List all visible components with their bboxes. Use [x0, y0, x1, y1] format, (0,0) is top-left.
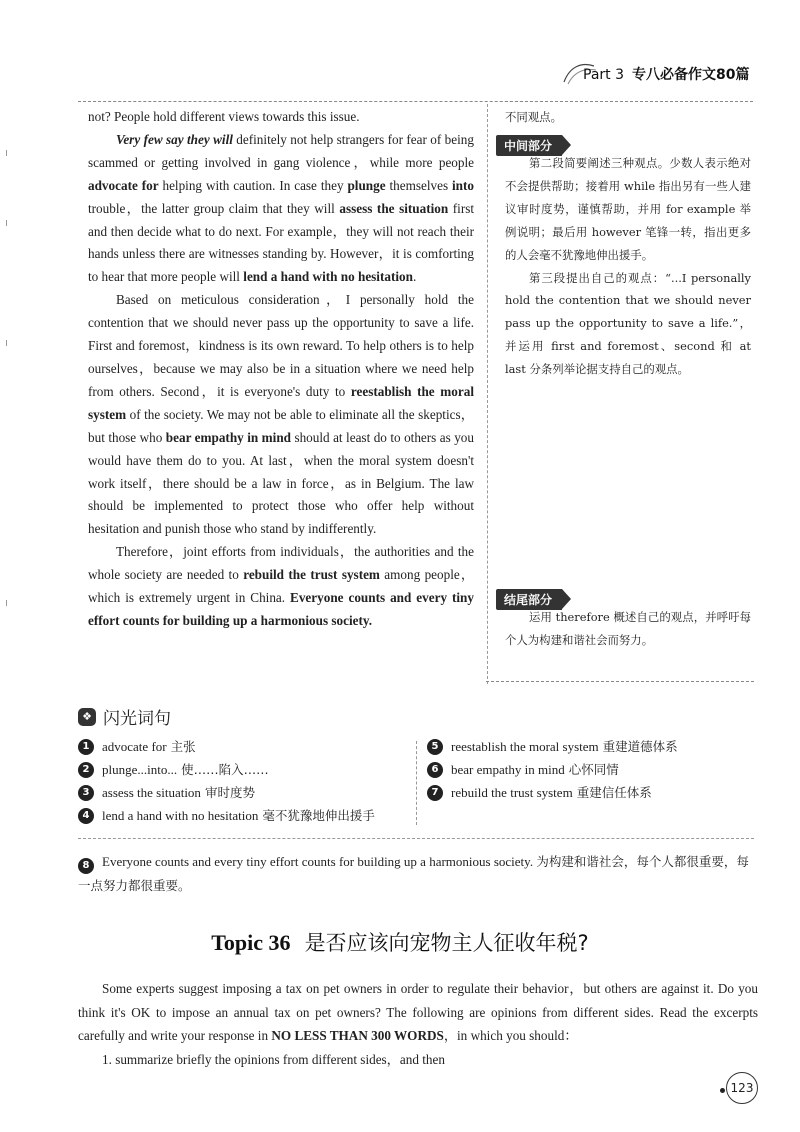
- phrase-zh: 使……陷入……: [181, 762, 269, 777]
- number-badge: 5: [427, 739, 443, 755]
- number-badge: 6: [427, 762, 443, 778]
- header-rule: [78, 101, 563, 102]
- note-middle-paragraph-2: 第三段提出自己的观点：“...I personally hold the contention that we should never pass up the opportunity to save a life.”，并运用 first and foremost、second 和 at last 分条列举论据支持自己的观点。: [505, 270, 751, 377]
- phrase-zh: 重建道德体系: [602, 739, 678, 754]
- phrase-item: [78, 804, 375, 827]
- running-header: [583, 64, 749, 84]
- phrase-list-left: [78, 735, 375, 827]
- highlight-phrase: rebuild the trust system: [243, 567, 380, 583]
- prompt-item-1: 1. summarize briefly the opinions from different sides，and then: [102, 1051, 445, 1067]
- essay-body: [88, 106, 474, 633]
- phrase-item: [427, 758, 678, 781]
- phrase-zh: 心怀同情: [568, 762, 619, 777]
- key-sentence-en: Everyone counts and every tiny effort counts for building up a harmonious society.: [102, 854, 534, 869]
- text-run: of the society. We may not be able to eliminate all the skeptics，but those who: [88, 406, 474, 445]
- phrase-item: [78, 781, 375, 804]
- text-run: .: [412, 269, 417, 285]
- phrase-en: bear empathy in mind: [451, 762, 565, 777]
- topic-title-zh: 是否应该向宠物主人征收年税?: [304, 931, 589, 955]
- prompt-intro-a: Some experts suggest imposing a tax on pet owners in order to regulate their behavior，but others are against it. Do you think it's OK to impose an annual tax on pet owners? The following are opinions from different sides. Read the excerpts carefully and write your response in: [78, 981, 758, 1043]
- note-top-text: 不同观点。: [505, 110, 562, 124]
- phrase-list-divider: [416, 741, 417, 825]
- phrase-item: [427, 735, 678, 758]
- phrase-zh: 主张: [170, 739, 196, 754]
- phrase-en: assess the situation: [102, 785, 201, 800]
- text-run: definitely not help strangers for fear of being scammed or getting involved in gang violence，while more people: [88, 131, 474, 170]
- number-badge: 2: [78, 762, 94, 778]
- phrase-en: rebuild the trust system: [451, 785, 573, 800]
- prompt-intro: [78, 977, 758, 1048]
- phrase-en: plunge...into...: [102, 762, 178, 777]
- margin-mark: [6, 150, 7, 156]
- phrase-en: reestablish the moral system: [451, 739, 599, 754]
- key-sentence-zh: 为构建和谐社会，每个人都很重要，每一点努力都很重要。: [78, 854, 749, 893]
- book-title: 专八必备作文80篇: [632, 67, 750, 83]
- text-run: first and then decide what to do next. For example，they will not reach their hands unless there are witnesses standing by. However，it is comforting to hear that more people will: [88, 200, 475, 285]
- highlight-phrase: lend a hand with no hesitation: [243, 269, 413, 285]
- text-run: helping with caution. In case they: [158, 177, 348, 193]
- text-run: Based on meticulous consideration，I personally hold the contention that we should never pass up the opportunity to save a life. First and foremost，kindness is its own reward. To help others is to help ourselves，because we may also be in a situation where we need help from others. Second，it is everyone's duty to: [88, 292, 474, 399]
- text-run: themselves: [385, 177, 452, 193]
- topic-prompt: [78, 977, 758, 1071]
- phrase-zh: 重建信任体系: [576, 785, 652, 800]
- phrase-list-right: [427, 735, 678, 804]
- topic-label: Topic 36: [211, 930, 291, 955]
- phrase-zh: 审时度势: [204, 785, 255, 800]
- page-number-dot: [720, 1088, 725, 1093]
- highlight-phrase: advocate for: [88, 177, 159, 193]
- number-badge: 4: [78, 808, 94, 824]
- note-middle-paragraph-1: 第二段简要阐述三种观点。少数人表示绝对不会提供帮助；接着用 while 指出另有一些人建议审时度势，谨慎帮助，并用 for example 举例说明；最后用 however 笔锋一转，指出更多的人会毫不犹豫地伸出援手。: [505, 156, 751, 262]
- note-end-paragraph: 运用 therefore 概述自己的观点，并呼吁每个人为构建和谐社会而努力。: [505, 610, 751, 647]
- margin-mark: [6, 220, 7, 226]
- phrase-zh: 毫不犹豫地伸出援手: [262, 808, 375, 823]
- middle-section-tag: 中间部分: [496, 135, 562, 156]
- number-badge: 3: [78, 785, 94, 801]
- phrase-en: lend a hand with no hesitation: [102, 808, 259, 823]
- phrase-item: [78, 758, 375, 781]
- number-badge: 8: [78, 858, 94, 874]
- text-run: among people，which is extremely urgent in China.: [88, 567, 475, 606]
- highlight-phrase: assess the situation: [339, 200, 449, 216]
- highlight-phrase: Everyone counts and every tiny effort counts for building up a harmonious society.: [88, 590, 474, 628]
- end-section-tag: 结尾部分: [496, 589, 562, 610]
- note-end: [505, 606, 751, 652]
- note-middle: [505, 152, 751, 381]
- prompt-word-count: NO LESS THAN 300 WORDS: [271, 1028, 444, 1043]
- text-run: should at least do to others as you would have them do to you. At last，when the moral system doesn't work itself，there should be a law in force，as in Belgium. The law should be implemented to protect those who offer help without hesitation and punish those who stand by indifferently.: [88, 429, 474, 537]
- highlight-phrase: bear empathy in mind: [165, 429, 291, 445]
- page-number: 123: [726, 1072, 758, 1104]
- highlight-phrase: into: [452, 177, 474, 193]
- part-label: Part 3: [583, 67, 624, 83]
- stack-icon: ❖: [78, 708, 96, 726]
- phrase-item: [78, 735, 375, 758]
- text-run: Therefore，joint efforts from individuals，the authorities and the whole society are needed to: [88, 544, 474, 583]
- phrase-section-rule: [78, 838, 754, 839]
- notes-bottom-rule: [486, 681, 754, 682]
- margin-mark: [6, 340, 7, 346]
- prompt-intro-b: ，in which you should：: [443, 1028, 578, 1043]
- margin-mark: [6, 600, 7, 606]
- highlight-phrase: plunge: [347, 177, 386, 193]
- number-badge: 7: [427, 785, 443, 801]
- highlight-phrase: Very few say they will: [116, 131, 233, 147]
- text-run: trouble，the latter group claim that they will: [88, 200, 340, 216]
- essay-paragraph-1: not? People hold different views towards this issue.: [88, 109, 360, 124]
- number-badge: 1: [78, 739, 94, 755]
- phrase-item: [427, 781, 678, 804]
- key-sentence: [78, 850, 758, 897]
- highlight-phrase: reestablish the moral system: [88, 383, 474, 422]
- essay-paragraph-4: [88, 541, 474, 633]
- essay-paragraph-2: [88, 129, 474, 289]
- column-divider: [487, 104, 488, 684]
- phrase-en: advocate for: [102, 739, 167, 754]
- header-rule-right: [505, 101, 753, 102]
- flash-section-title: 闪光词句: [103, 709, 171, 729]
- note-top: [505, 106, 751, 129]
- topic-heading: [0, 927, 800, 957]
- essay-paragraph-3: [88, 289, 474, 541]
